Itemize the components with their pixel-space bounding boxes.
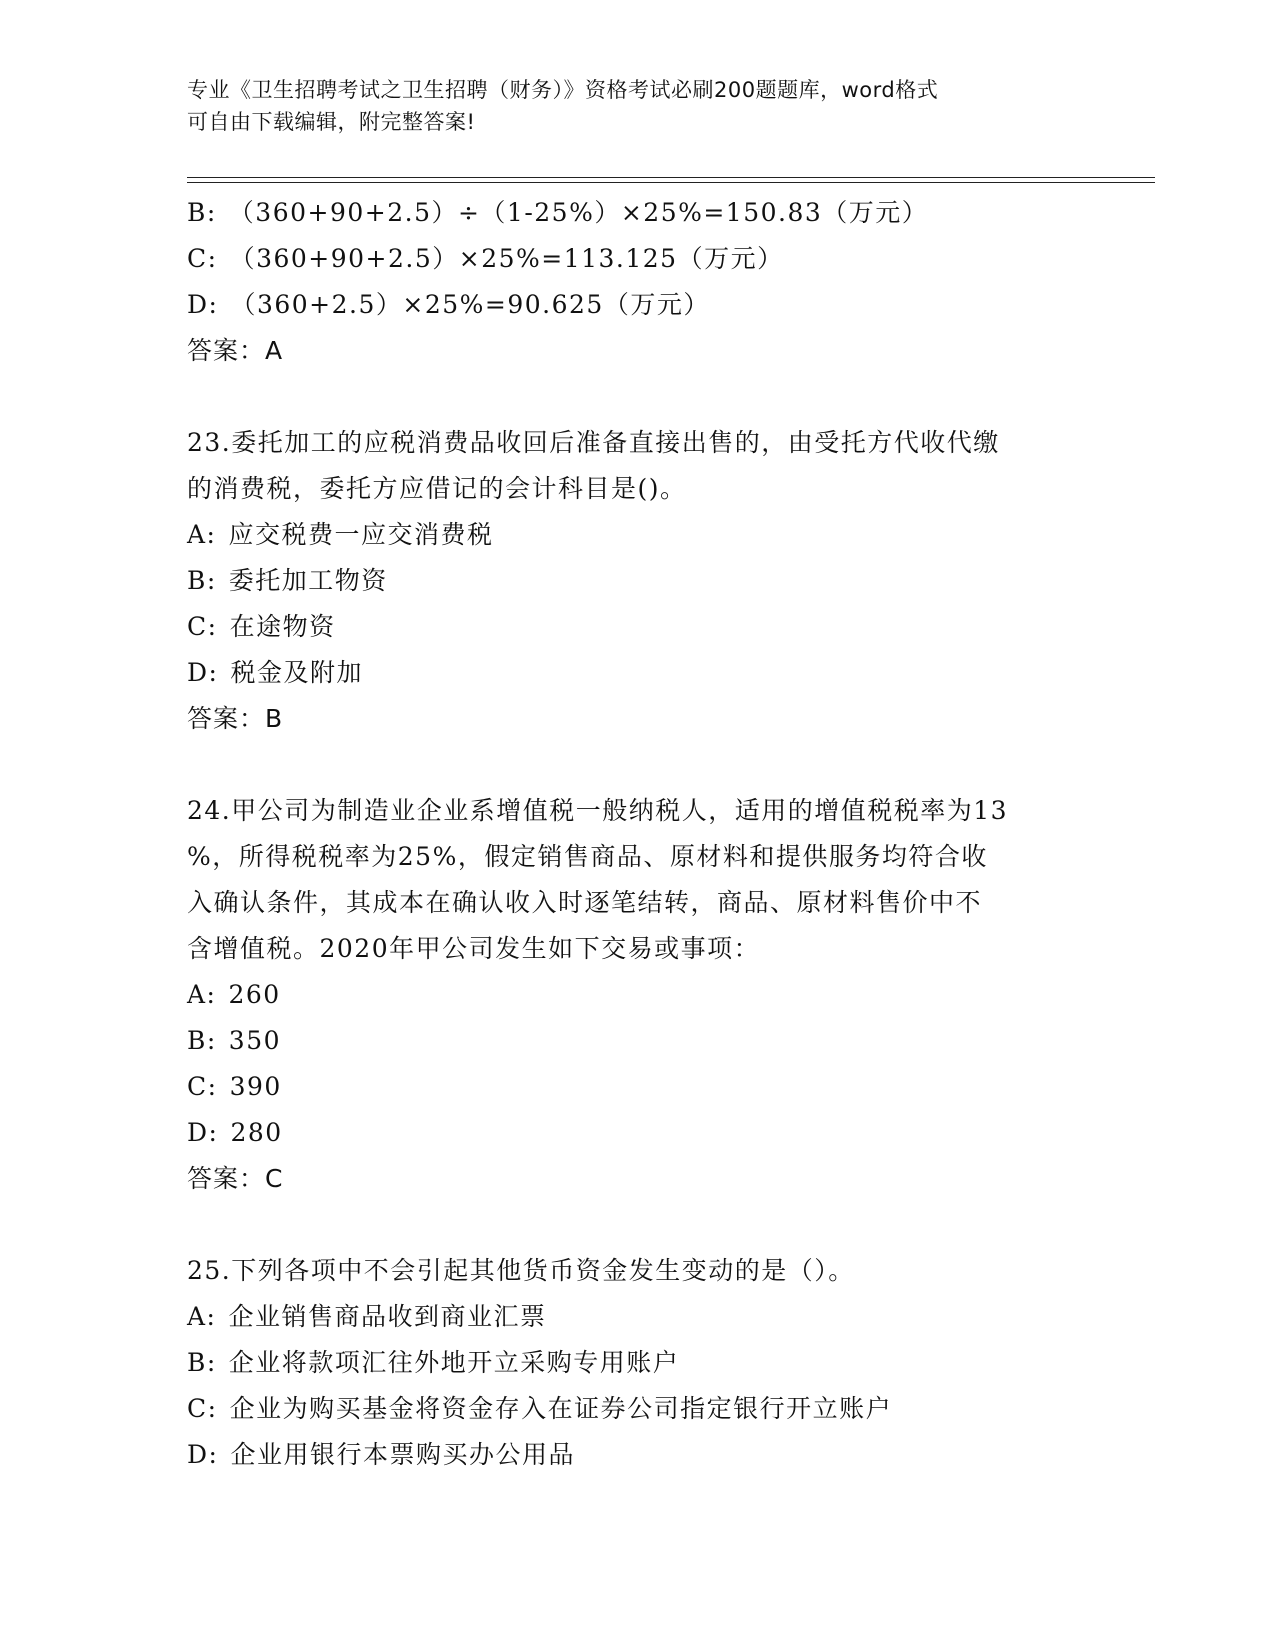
option-c: C: 企业为购买基金将资金存入在证券公司指定银行开立账户: [187, 1394, 893, 1423]
option-d: D: （360+2.5）×25%=90.625（万元）: [187, 290, 710, 319]
option-d: D: 税金及附加: [187, 658, 363, 687]
option-a: A: 260: [187, 980, 281, 1009]
answer-line: 答案：B: [187, 704, 284, 733]
option-a: A: 企业销售商品收到商业汇票: [187, 1302, 547, 1331]
spacer: [187, 374, 1087, 420]
option-d: D: 企业用银行本票购买办公用品: [187, 1440, 575, 1469]
question-24: [187, 788, 1087, 1202]
header-divider-top: [187, 177, 1155, 178]
option-d: D: 280: [187, 1118, 283, 1147]
question-stem-line: 的消费税，委托方应借记的会计科目是()。: [187, 474, 687, 503]
question-22: [187, 190, 1087, 374]
option-b: B: （360+90+2.5）÷（1-25%）×25%=150.83（万元）: [187, 198, 929, 227]
spacer: [187, 1202, 1087, 1248]
header-divider-bottom: [187, 182, 1155, 183]
option-b: B: 企业将款项汇往外地开立采购专用账户: [187, 1348, 680, 1377]
spacer: [187, 742, 1087, 788]
question-stem-line: 含增值税。2020年甲公司发生如下交易或事项：: [187, 934, 761, 963]
question-list: [187, 190, 1087, 1478]
question-stem-line: 25.下列各项中不会引起其他货币资金发生变动的是（）。: [187, 1256, 855, 1285]
option-c: C: 390: [187, 1072, 282, 1101]
question-stem-line: 入确认条件，其成本在确认收入时逐笔结转，商品、原材料售价中不: [187, 888, 983, 917]
option-b: B: 委托加工物资: [187, 566, 388, 595]
question-25: [187, 1248, 1087, 1478]
question-stem-line: %，所得税税率为25%，假定销售商品、原材料和提供服务均符合收: [187, 842, 988, 871]
option-b: B: 350: [187, 1026, 282, 1055]
question-stem-line: 23.委托加工的应税消费品收回后准备直接出售的，由受托方代收代缴: [187, 428, 1000, 457]
header-line-1: 专业《卫生招聘考试之卫生招聘（财务）》资格考试必刷200题题库，word格式: [187, 78, 939, 102]
header-line-2: 可自由下载编辑，附完整答案!: [187, 110, 476, 134]
question-stem-line: 24.甲公司为制造业企业系增值税一般纳税人，适用的增值税税率为13: [187, 796, 1009, 825]
document-header: [187, 74, 1067, 138]
answer-line: 答案：C: [187, 1164, 284, 1193]
option-c: C: （360+90+2.5）×25%=113.125（万元）: [187, 244, 784, 273]
answer-line: 答案：A: [187, 336, 284, 365]
question-23: [187, 420, 1087, 742]
option-a: A: 应交税费一应交消费税: [187, 520, 494, 549]
option-c: C: 在途物资: [187, 612, 336, 641]
